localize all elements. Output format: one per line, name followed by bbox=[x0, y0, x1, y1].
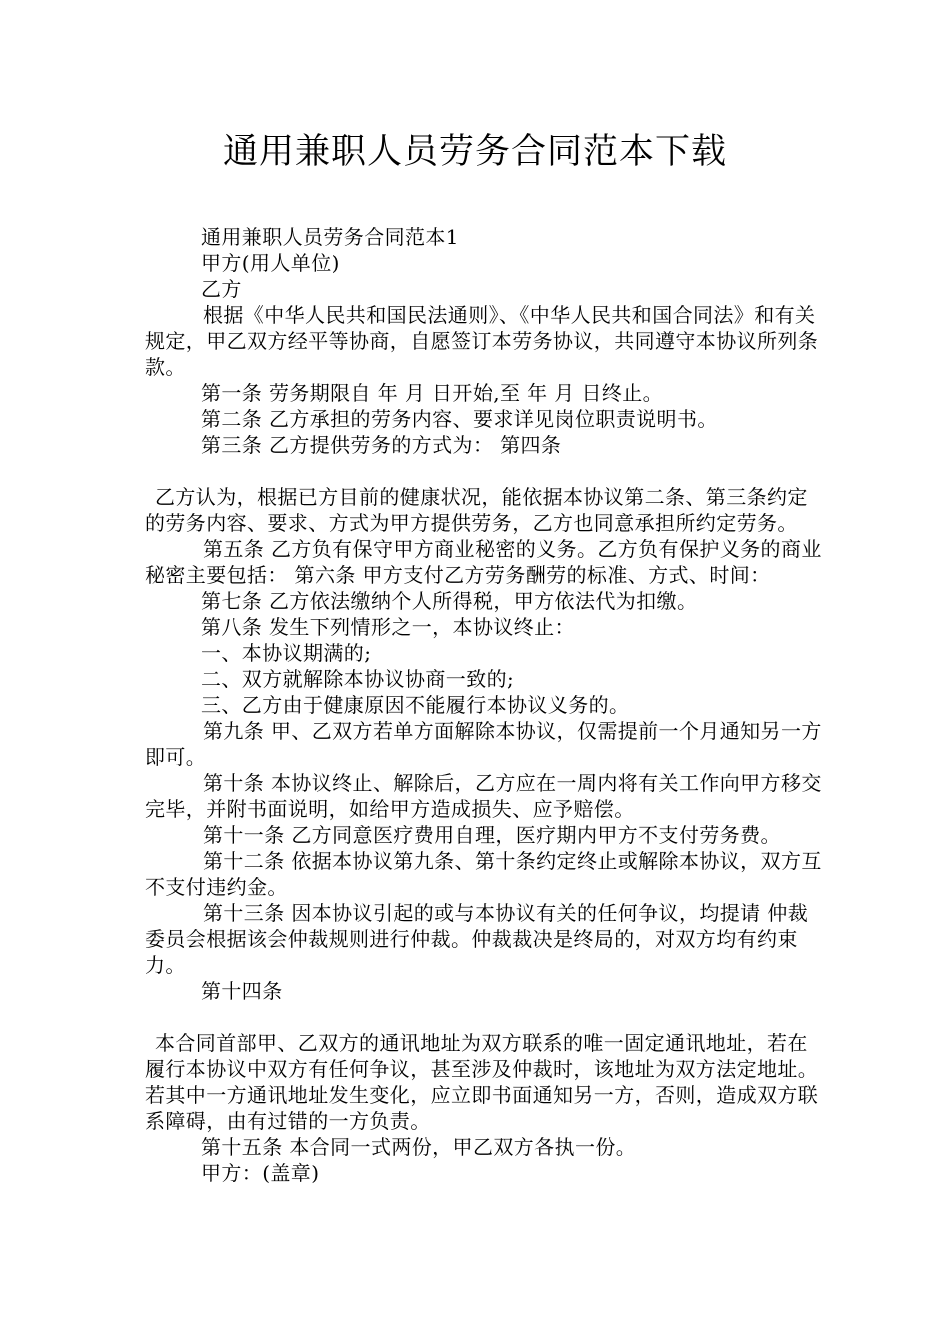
paragraph-item-1: 一、本协议期满的; bbox=[201, 641, 372, 665]
paragraph-article-15: 第十五条 本合同一式两份，甲乙双方各执一份。 bbox=[201, 1135, 637, 1159]
paragraph-article-7: 第七条 乙方依法缴纳个人所得税，甲方依法代为扣缴。 bbox=[201, 589, 698, 613]
paragraph-item-2: 二、双方就解除本协议协商一致的; bbox=[201, 667, 515, 691]
paragraph-article-14: 第十四条 bbox=[201, 979, 283, 1003]
paragraph-article-11: 第十一条 乙方同意医疗费用自理，医疗期内甲方不支付劳务费。 bbox=[203, 823, 781, 847]
paragraph-article-5-6: 第五条 乙方负有保守甲方商业秘密的义务。乙方负有保护义务的商业秘密主要包括： 第六条 甲方支付乙方劳务酬劳的标准、方式、时间： bbox=[145, 537, 822, 587]
document-body bbox=[145, 224, 825, 1186]
paragraph-signature-party-a: 甲方：(盖章) bbox=[201, 1161, 320, 1185]
paragraph-article-1: 第一条 劳务期限自 年 月 日开始,至 年 月 日终止。 bbox=[201, 381, 664, 405]
paragraph-article-2: 第二条 乙方承担的劳务内容、要求详见岗位职责说明书。 bbox=[201, 407, 718, 431]
document-title: 通用兼职人员劳务合同范本下载 bbox=[222, 132, 727, 172]
paragraph-article-13: 第十三条 因本协议引起的或与本协议有关的任何争议，均提请 仲裁委员会根据该会仲裁规则进行仲裁。仲裁裁决是终局的，对双方均有约束力。 bbox=[145, 901, 809, 977]
paragraph-gap bbox=[145, 1004, 825, 1030]
paragraph-article-4-body: 乙方认为，根据已方目前的健康状况，能依据本协议第二条、第三条约定的劳务内容、要求、方式为甲方提供劳务，乙方也同意承担所约定劳务。 bbox=[145, 485, 808, 535]
paragraph-gap bbox=[145, 458, 825, 484]
paragraph-heading: 通用兼职人员劳务合同范本1 bbox=[201, 225, 459, 249]
paragraph-article-8: 第八条 发生下列情形之一，本协议终止： bbox=[201, 615, 575, 639]
paragraph-article-12: 第十二条 依据本协议第九条、第十条约定终止或解除本协议，双方互不支付违约金。 bbox=[145, 849, 822, 899]
paragraph-party-a: 甲方(用人单位) bbox=[201, 251, 340, 275]
paragraph-article-14-body: 本合同首部甲、乙双方的通讯地址为双方联系的唯一固定通讯地址，若在履行本协议中双方有任何争议，甚至涉及仲裁时，该地址为双方法定地址。若其中一方通讯地址发生变化，应立即书面通知另一方，否则，造成双方联系障碍，由有过错的一方负责。 bbox=[145, 1031, 819, 1133]
paragraph-article-10: 第十条 本协议终止、解除后，乙方应在一周内将有关工作向甲方移交完毕，并附书面说明，如给甲方造成损失、应予赔偿。 bbox=[145, 771, 822, 821]
paragraph-article-3: 第三条 乙方提供劳务的方式为： 第四条 bbox=[201, 433, 562, 457]
paragraph-article-9: 第九条 甲、乙双方若单方面解除本协议，仅需提前一个月通知另一方即可。 bbox=[145, 719, 822, 769]
paragraph-party-b: 乙方 bbox=[201, 277, 242, 301]
paragraph-preamble: 根据《中华人民共和国民法通则》、《中华人民共和国合同法》和有关规定，甲乙双方经平等协商，自愿签订本劳务协议，共同遵守本协议所列条款。 bbox=[145, 303, 819, 379]
paragraph-item-3: 三、乙方由于健康原因不能履行本协议义务的。 bbox=[201, 693, 630, 717]
